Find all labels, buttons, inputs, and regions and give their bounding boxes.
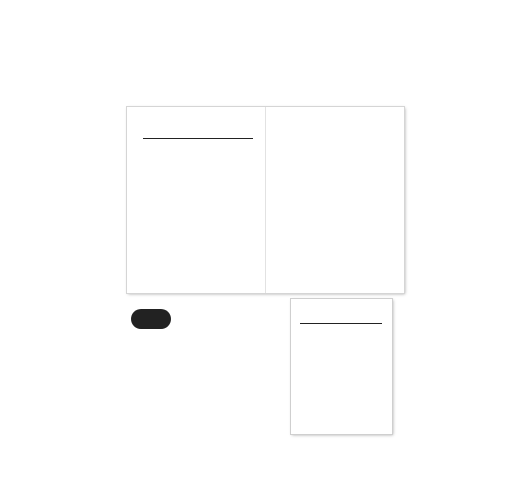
section-rule xyxy=(143,138,253,139)
book-spread-image xyxy=(127,107,404,293)
step-badge xyxy=(131,309,171,329)
mini-section-rule xyxy=(300,323,382,324)
right-page xyxy=(266,107,404,293)
left-page xyxy=(127,107,265,293)
sample-page-image xyxy=(291,299,392,434)
